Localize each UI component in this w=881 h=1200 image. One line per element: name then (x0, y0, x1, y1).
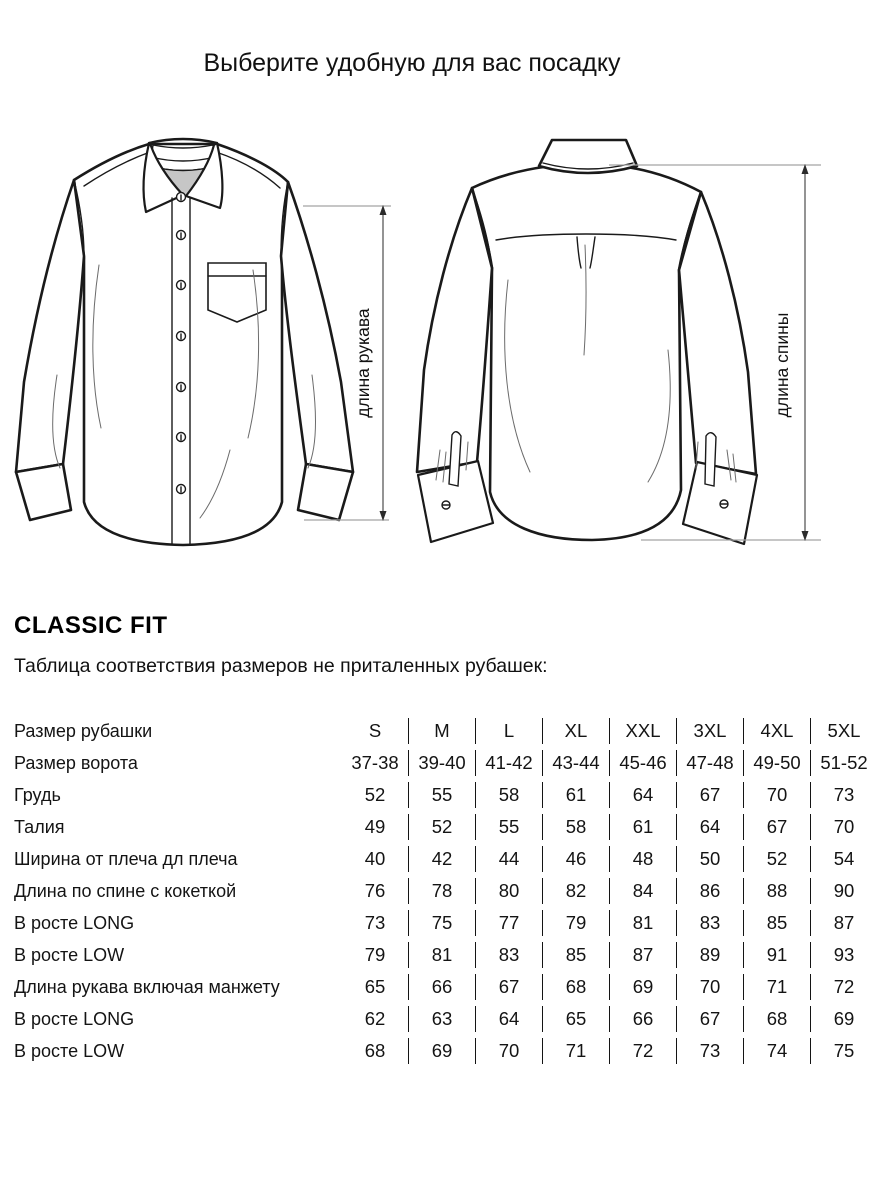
table-row (14, 910, 877, 936)
cell-value: 67 (676, 1006, 743, 1032)
cell-value: 85 (743, 910, 810, 936)
cell-value: 80 (475, 878, 542, 904)
row-label: В росте LONG (14, 913, 135, 933)
cell-value: 4XL (743, 718, 810, 744)
cell-value: 40 (364, 848, 386, 869)
cell-value: 78 (408, 878, 475, 904)
cell-value: 64 (475, 1006, 542, 1032)
cell-value: 70 (810, 814, 877, 840)
section-subtitle: Таблица соответствия размеров не приталенных рубашек: (14, 655, 548, 677)
cell-value: S (368, 720, 382, 741)
row-label: Длина по спине с кокеткой (14, 881, 237, 901)
cell-value: 54 (810, 846, 877, 872)
cell-value: 46 (542, 846, 609, 872)
row-label: В росте LOW (14, 945, 125, 965)
cell-value: 67 (743, 814, 810, 840)
cell-value: 67 (475, 974, 542, 1000)
cell-value: 75 (810, 1038, 877, 1064)
cell-value: 73 (810, 782, 877, 808)
row-label: В росте LOW (14, 1041, 125, 1061)
row-label: В росте LONG (14, 1009, 135, 1029)
row-label: Талия (14, 817, 65, 837)
cell-value: 83 (475, 942, 542, 968)
cell-value: 52 (364, 784, 386, 805)
cell-value: 52 (408, 814, 475, 840)
cell-value: 74 (743, 1038, 810, 1064)
cell-value: 55 (408, 782, 475, 808)
cell-value: 69 (609, 974, 676, 1000)
cell-value: 77 (475, 910, 542, 936)
row-label: Размер рубашки (14, 721, 153, 741)
cell-value: 63 (408, 1006, 475, 1032)
cell-value: 72 (609, 1038, 676, 1064)
cell-value: 58 (475, 782, 542, 808)
cell-value: 47-48 (676, 750, 743, 776)
section-heading: CLASSIC FIT (14, 612, 168, 639)
cell-value: 51-52 (810, 750, 877, 776)
page-title: Выберите удобную для вас посадку (203, 49, 621, 77)
cell-value: 65 (364, 976, 386, 997)
cell-value: 50 (676, 846, 743, 872)
cell-value: 41-42 (475, 750, 542, 776)
cell-value: 81 (408, 942, 475, 968)
row-label: Размер ворота (14, 753, 138, 773)
row-label: Ширина от плеча дл плеча (14, 849, 238, 869)
row-label: Грудь (14, 785, 61, 805)
cell-value: 64 (609, 782, 676, 808)
cell-value: 73 (676, 1038, 743, 1064)
cell-value: 39-40 (408, 750, 475, 776)
cell-value: 71 (743, 974, 810, 1000)
cell-value: XXL (609, 718, 676, 744)
cell-value: 61 (542, 782, 609, 808)
table-row (14, 814, 877, 840)
cell-value: 58 (542, 814, 609, 840)
shirt-back-drawing (417, 140, 757, 544)
cell-value: 72 (810, 974, 877, 1000)
table-row (14, 1038, 877, 1064)
cell-value: 70 (743, 782, 810, 808)
cell-value: 75 (408, 910, 475, 936)
cell-value: 87 (609, 942, 676, 968)
cell-value: 68 (364, 1040, 386, 1061)
size-table (14, 712, 877, 1070)
cell-value: L (475, 718, 542, 744)
cell-value: 37-38 (351, 752, 399, 773)
cell-value: 83 (676, 910, 743, 936)
cell-value: 61 (609, 814, 676, 840)
cell-value: 87 (810, 910, 877, 936)
table-row (14, 974, 877, 1000)
cell-value: 62 (364, 1008, 386, 1029)
cell-value: 73 (364, 912, 386, 933)
cell-value: 44 (475, 846, 542, 872)
cell-value: 43-44 (542, 750, 609, 776)
table-row (14, 782, 877, 808)
cell-value: 91 (743, 942, 810, 968)
back-length-label: длина спины (772, 312, 792, 418)
cell-value: 66 (609, 1006, 676, 1032)
cell-value: 45-46 (609, 750, 676, 776)
table-row (14, 750, 877, 776)
cell-value: 82 (542, 878, 609, 904)
cell-value: 84 (609, 878, 676, 904)
cell-value: 79 (364, 944, 386, 965)
cell-value: 65 (542, 1006, 609, 1032)
cell-value: 81 (609, 910, 676, 936)
cell-value: 69 (810, 1006, 877, 1032)
cell-value: 86 (676, 878, 743, 904)
cell-value: 68 (743, 1006, 810, 1032)
cell-value: 85 (542, 942, 609, 968)
cell-value: 88 (743, 878, 810, 904)
sleeve-length-label: длина рукава (353, 308, 373, 418)
cell-value: 5XL (810, 718, 877, 744)
fit-diagram (0, 120, 881, 600)
cell-value: 48 (609, 846, 676, 872)
cell-value: 68 (542, 974, 609, 1000)
cell-value: XL (542, 718, 609, 744)
cell-value: 52 (743, 846, 810, 872)
cell-value: 70 (676, 974, 743, 1000)
table-row (14, 942, 877, 968)
cell-value: 76 (364, 880, 386, 901)
cell-value: 89 (676, 942, 743, 968)
cell-value: M (408, 718, 475, 744)
cell-value: 69 (408, 1038, 475, 1064)
table-row (14, 1006, 877, 1032)
cell-value: 64 (676, 814, 743, 840)
table-row (14, 878, 877, 904)
shirt-front-drawing (16, 139, 353, 545)
cell-value: 49-50 (743, 750, 810, 776)
cell-value: 55 (475, 814, 542, 840)
cell-value: 66 (408, 974, 475, 1000)
cell-value: 70 (475, 1038, 542, 1064)
cell-value: 42 (408, 846, 475, 872)
row-label: Длина рукава включая манжету (14, 977, 280, 997)
table-row (14, 718, 877, 744)
cell-value: 79 (542, 910, 609, 936)
cell-value: 93 (810, 942, 877, 968)
cell-value: 71 (542, 1038, 609, 1064)
cell-value: 49 (364, 816, 386, 837)
table-row (14, 846, 877, 872)
cell-value: 3XL (676, 718, 743, 744)
cell-value: 67 (676, 782, 743, 808)
cell-value: 90 (810, 878, 877, 904)
